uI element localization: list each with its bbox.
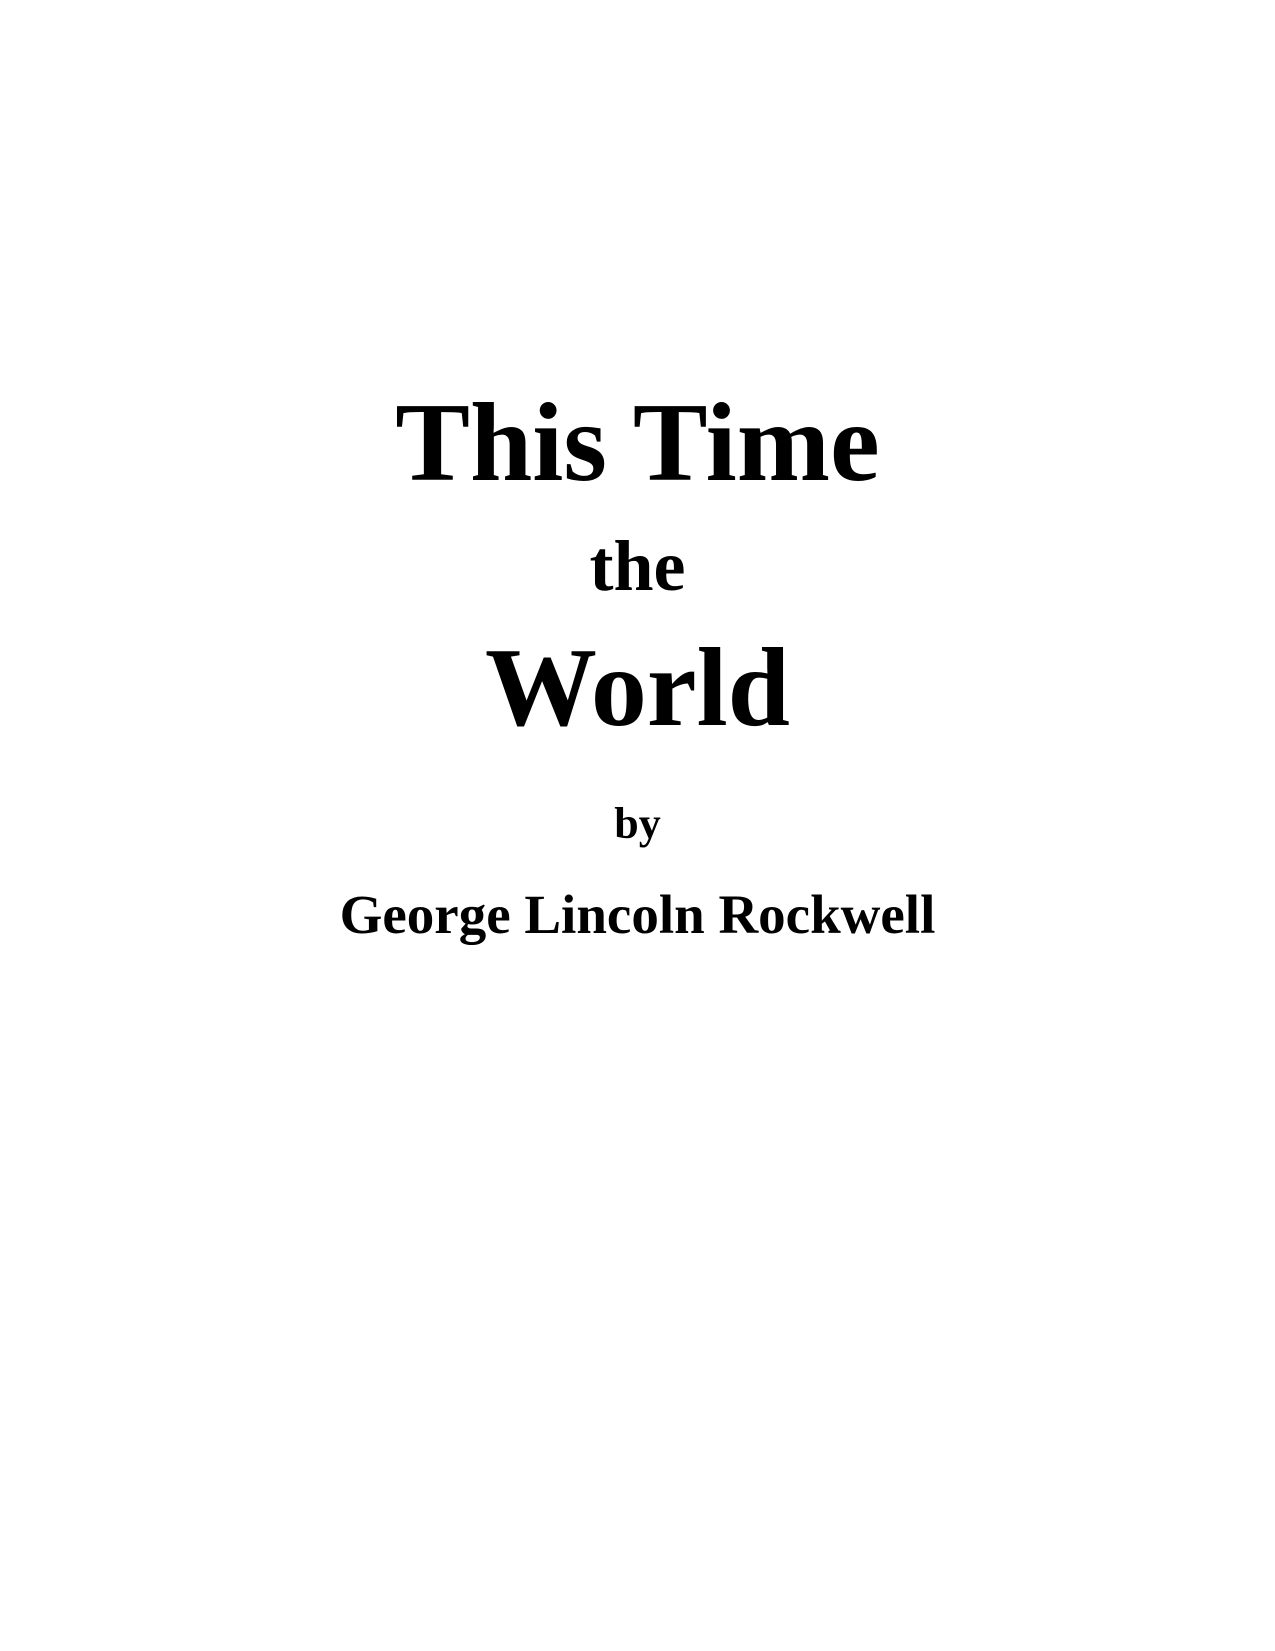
byline: by <box>614 799 661 848</box>
author-name: George Lincoln Rockwell <box>339 884 936 945</box>
title-line-3: World <box>485 626 790 750</box>
title-line-2: the <box>589 526 686 606</box>
title-line-1: This Time <box>395 381 880 505</box>
